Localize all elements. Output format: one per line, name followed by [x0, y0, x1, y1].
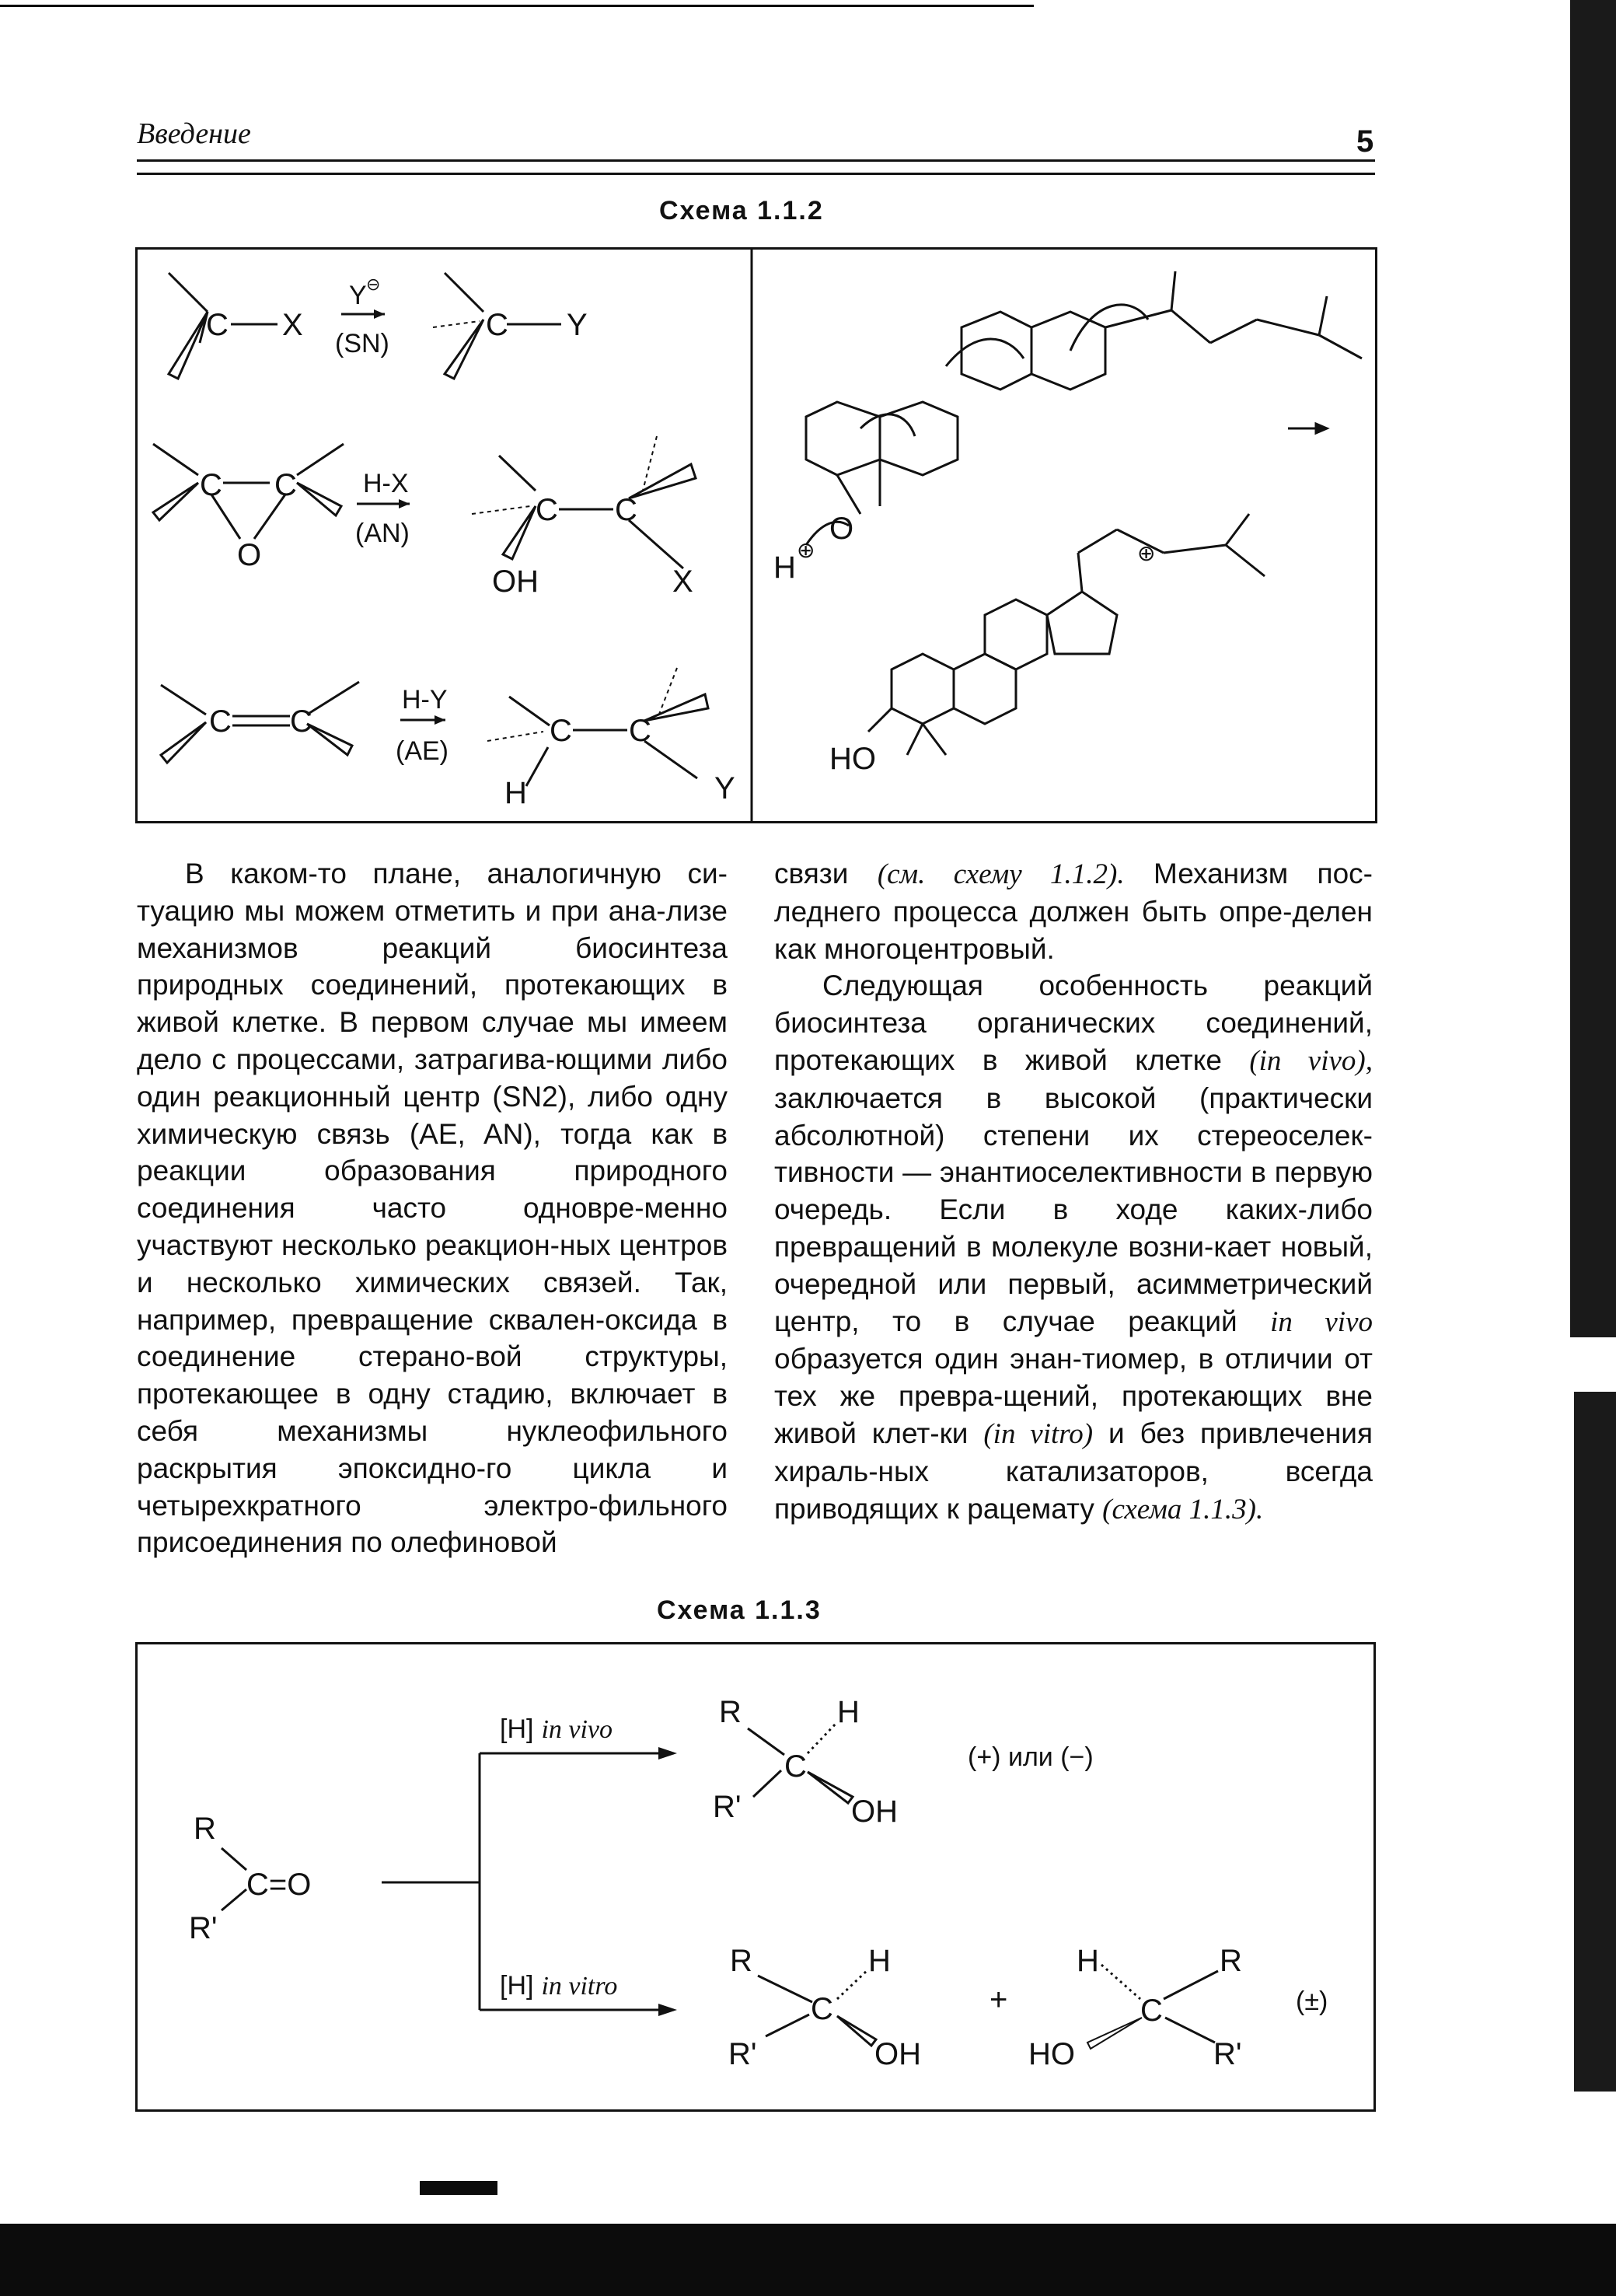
bottom-product1-bond-h: [837, 1969, 868, 1999]
an-left-o: O: [237, 538, 262, 572]
squalene-oxide-structure: [806, 271, 1362, 545]
top-product-bond-rprime: [753, 1770, 781, 1797]
scheme-1-1-3-figure: [135, 1642, 1376, 2112]
reactant-rprime: R': [189, 1911, 218, 1945]
scan-right-edge: [1570, 0, 1616, 1337]
scheme-title-1-1-3: Схема 1.1.3: [657, 1595, 822, 1625]
right-p2-text-d: и без привлечения хираль-ных катализаторов, всегда приводящих к рацемату: [774, 1417, 1373, 1525]
ae-right-c2: C: [629, 714, 651, 748]
an-condition: (AN): [355, 519, 410, 548]
reactant-bond-r: [222, 1848, 246, 1870]
scheme-1-1-2-figure: [135, 247, 1377, 823]
top-product-note: (+) или (−): [968, 1742, 1094, 1772]
an-right-c1: C: [536, 493, 558, 527]
right-p2-in-vitro: (in vitro): [983, 1417, 1094, 1450]
lanosterol-cation-structure: [868, 514, 1265, 755]
right-p1-scheme-ref: (см. схему 1.1.2).: [877, 858, 1125, 890]
an-right-oh: OH: [492, 564, 539, 599]
bottom-product2-c: C: [1140, 1994, 1163, 2028]
ae-right-c1: C: [550, 714, 572, 748]
ae-arrow-head: [435, 715, 445, 725]
body-right-column: [774, 855, 1373, 1528]
top-product-c: C: [784, 1749, 807, 1784]
top-product-rprime: R': [713, 1790, 742, 1824]
bottom-product2-h: H: [1077, 1944, 1099, 1978]
an-left-c2: C: [274, 468, 297, 502]
ae-right-h: H: [504, 776, 527, 810]
an-left-c1: C: [200, 468, 222, 502]
ae-product: [487, 668, 708, 786]
right-p2-scheme-ref: (схема 1.1.3).: [1102, 1493, 1264, 1525]
bottom-product2-bond-ho: [1087, 2018, 1142, 2049]
an-reactant: [153, 444, 344, 539]
sn-arrow-head: [374, 309, 385, 319]
an-reagent: H-X: [363, 469, 409, 498]
left-paragraph: В каком-то плане, аналогичную си-туацию мы можем отметить и при ана-лизе механизмов реакций биосинтеза природных соединений, протекающих в живой клетке. В первом случае мы имеем дело с процессами, затрагива-ющими либо один реакционный центр (SN2), либо одну химическую связь (AE, AN), тогда как в реакции образования природного соединения часто одновре-менно участвуют несколько реакцион-ных центров и несколько химических связей. Так, например, превращение сквален-оксида в соединение стерано-вой структуры, протекающее в одну стадию, включает в себя механизмы нуклеофильного раскрытия эпоксидно-го цикла и четырехкратного электро-фильного присоединения по олефиновой: [137, 858, 728, 1559]
right-p2-text-c: образуется один энан-тиомер, в отличии от тех же превра-щений, протекающих вне живой клет-ки: [774, 1343, 1373, 1449]
sn-condition: (SN): [335, 329, 389, 358]
reactant-bond-rprime: [222, 1889, 246, 1910]
arrow-in-vitro-head: [658, 2004, 677, 2016]
sn-right-y: Y: [567, 308, 588, 342]
right-p2-text-a: Следующая особенность реакций биосинтеза органических соединений, протекающих в живой клетке: [774, 970, 1373, 1076]
plus-sign: +: [989, 1983, 1008, 2017]
right-p1-text-a: связи: [774, 858, 878, 889]
bottom-product2-bond-rprime: [1165, 2018, 1215, 2043]
top-product-h: H: [837, 1695, 860, 1729]
header-rule-top: [137, 159, 1375, 162]
right-paragraph-1: [774, 855, 1373, 967]
bottom-product2-r: R: [1220, 1944, 1242, 1978]
sn-reagent-charge: ⊖: [366, 274, 381, 294]
arrow-in-vivo-head: [658, 1747, 677, 1760]
bottom-product1-bond-rprime: [766, 2015, 809, 2036]
bottom-product1-c: C: [811, 1992, 833, 2026]
right-p2-in-vivo-1: (in vivo),: [1249, 1044, 1373, 1077]
right-p1-text-b: Механизм пос-леднего процесса должен быть опре-делен как многоцентровый.: [774, 858, 1373, 965]
ae-condition: (AE): [396, 736, 449, 766]
epoxide-oxygen: O: [829, 512, 854, 546]
bottom-product1-h: H: [868, 1944, 891, 1978]
scan-right-edge-lower: [1574, 1392, 1616, 2092]
ae-reagent: H-Y: [402, 685, 448, 715]
top-product-bond-oh: [808, 1772, 853, 1803]
sn-left-x: X: [282, 308, 303, 342]
header-rule-bottom: [137, 173, 1375, 175]
an-product: [472, 436, 696, 568]
top-condition: [H] in vivo: [500, 1714, 613, 1744]
bottom-product1-bond-oh: [837, 2016, 876, 2046]
ae-left-c1: C: [209, 704, 232, 739]
right-p2-text-b: заключается в высокой (практически абсолютной) степени их стереоселек-тивности — энантиоселективности в первую очередь. Если в ходе каких-либо превращений в молекуле возни-кает новый, очередной или первый, асимметрический центр, то в случае реакций: [774, 1082, 1373, 1337]
top-product-oh: OH: [851, 1795, 898, 1829]
bottom-product1-oh: OH: [874, 2037, 921, 2071]
running-header: Введение: [137, 117, 251, 150]
scan-bottom-mark: [420, 2181, 497, 2195]
reactant-r: R: [194, 1812, 216, 1846]
bottom-product2-rprime: R': [1213, 2037, 1242, 2071]
body-left-column: [137, 855, 728, 1561]
ae-reactant: [161, 682, 359, 763]
proton-label: H: [773, 550, 796, 585]
right-paragraph-2: [774, 967, 1373, 1528]
top-product-bond-h: [808, 1722, 837, 1753]
scheme-1-1-2-drawing: [138, 250, 1375, 821]
sn-reagent: Y: [349, 281, 367, 310]
right-p2-in-vivo-2: in vivo: [1270, 1305, 1373, 1338]
scan-bottom-band: [0, 2224, 1616, 2296]
ae-right-y: Y: [714, 771, 735, 806]
bottom-product2-ho: HO: [1028, 2037, 1075, 2071]
sn-left-c: C: [206, 308, 229, 342]
reactant-carbonyl: C=O: [246, 1868, 312, 1902]
bottom-product1-r: R: [730, 1944, 752, 1978]
top-product-r: R: [719, 1695, 742, 1729]
product-hydroxyl: HO: [829, 742, 876, 776]
page-number: 5: [1356, 124, 1374, 159]
bottom-condition: [H] in vitro: [500, 1971, 618, 2001]
cation-charge: ⊕: [1137, 541, 1156, 565]
racemate-note: (±): [1296, 1987, 1328, 2016]
scheme-1-1-3-drawing: [138, 1644, 1373, 2109]
ae-left-c2: C: [290, 704, 312, 739]
sn-right-c: C: [486, 308, 508, 342]
bottom-product2-bond-r: [1164, 1971, 1218, 1999]
bottom-product1-bond-r: [758, 1976, 812, 2002]
an-arrow-head: [399, 499, 410, 508]
an-right-x: X: [672, 564, 693, 599]
scheme-title-1-1-2: Схема 1.1.2: [659, 196, 824, 225]
top-product-bond-r: [748, 1728, 784, 1755]
bottom-product1-rprime: R': [728, 2037, 757, 2071]
scan-top-line: [0, 5, 1034, 7]
bottom-product2-bond-h: [1101, 1965, 1140, 1999]
an-right-c2: C: [615, 493, 637, 527]
proton-charge: ⊕: [797, 538, 815, 562]
